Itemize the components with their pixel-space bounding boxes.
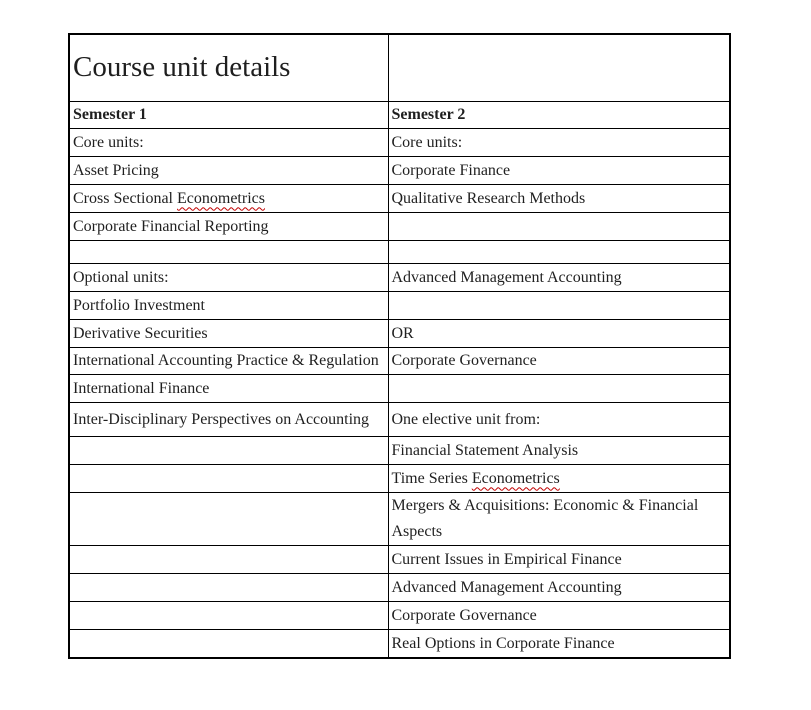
semester2-header: Semester 2 [388, 102, 730, 129]
sem1-cell [69, 546, 388, 574]
sem1-cell [69, 574, 388, 602]
table-row [69, 348, 730, 375]
sem2-cell: OR [388, 320, 730, 348]
sem2-cell: Advanced Management Accounting [388, 574, 730, 602]
table-row [69, 157, 730, 185]
table-row [69, 264, 730, 292]
page-title: Course unit details [73, 50, 291, 83]
empty-cell [388, 34, 730, 102]
sem1-cell: International Finance [69, 375, 388, 403]
sem1-cell: Optional units: [69, 264, 388, 292]
table-row [69, 375, 730, 403]
table-header-row [69, 102, 730, 129]
sem1-cell: Portfolio Investment [69, 292, 388, 320]
cell-text: Time Series [391, 469, 472, 487]
sem1-cell [69, 185, 388, 213]
sem1-cell: Corporate Financial Reporting [69, 213, 388, 241]
sem2-cell: Mergers & Acquisitions: Economic & Financial Aspects [388, 493, 730, 546]
sem1-cell [69, 465, 388, 493]
table-row [69, 493, 730, 546]
sem1-cell [69, 241, 388, 264]
table-row [69, 546, 730, 574]
table-row [69, 320, 730, 348]
table-row [69, 630, 730, 659]
sem1-cell: Inter-Disciplinary Perspectives on Accounting [69, 403, 388, 437]
table-row [69, 129, 730, 157]
sem1-cell: International Accounting Practice & Regulation [69, 348, 388, 375]
sem2-cell [388, 465, 730, 493]
sem1-cell [69, 437, 388, 465]
table-row [69, 241, 730, 264]
sem2-cell: Qualitative Research Methods [388, 185, 730, 213]
sem2-cell: Financial Statement Analysis [388, 437, 730, 465]
sem1-cell: Derivative Securities [69, 320, 388, 348]
sem1-cell [69, 493, 388, 546]
page-title-cell [69, 34, 388, 102]
table-row [69, 437, 730, 465]
sem2-cell: One elective unit from: [388, 403, 730, 437]
course-unit-details-table [68, 33, 731, 659]
sem2-cell: Real Options in Corporate Finance [388, 630, 730, 659]
sem1-cell: Core units: [69, 129, 388, 157]
sem2-cell: Corporate Governance [388, 348, 730, 375]
sem2-cell [388, 375, 730, 403]
sem1-cell [69, 630, 388, 659]
sem2-cell: Advanced Management Accounting [388, 264, 730, 292]
cell-text: Cross Sectional [73, 189, 177, 207]
misspelled-word: Econometrics [471, 469, 560, 487]
sem2-cell [388, 213, 730, 241]
table-row [69, 403, 730, 437]
table-row [69, 465, 730, 493]
table-row [69, 292, 730, 320]
table-row [69, 602, 730, 630]
table-row [69, 34, 730, 102]
sem2-cell [388, 241, 730, 264]
sem2-cell: Core units: [388, 129, 730, 157]
semester1-header: Semester 1 [69, 102, 388, 129]
sem2-cell: Corporate Finance [388, 157, 730, 185]
table-row [69, 574, 730, 602]
sem2-cell: Corporate Governance [388, 602, 730, 630]
sem2-cell [388, 292, 730, 320]
table-row [69, 213, 730, 241]
sem2-cell: Current Issues in Empirical Finance [388, 546, 730, 574]
misspelled-word: Econometrics [177, 189, 265, 207]
sem1-cell [69, 602, 388, 630]
table-row [69, 185, 730, 213]
sem1-cell: Asset Pricing [69, 157, 388, 185]
